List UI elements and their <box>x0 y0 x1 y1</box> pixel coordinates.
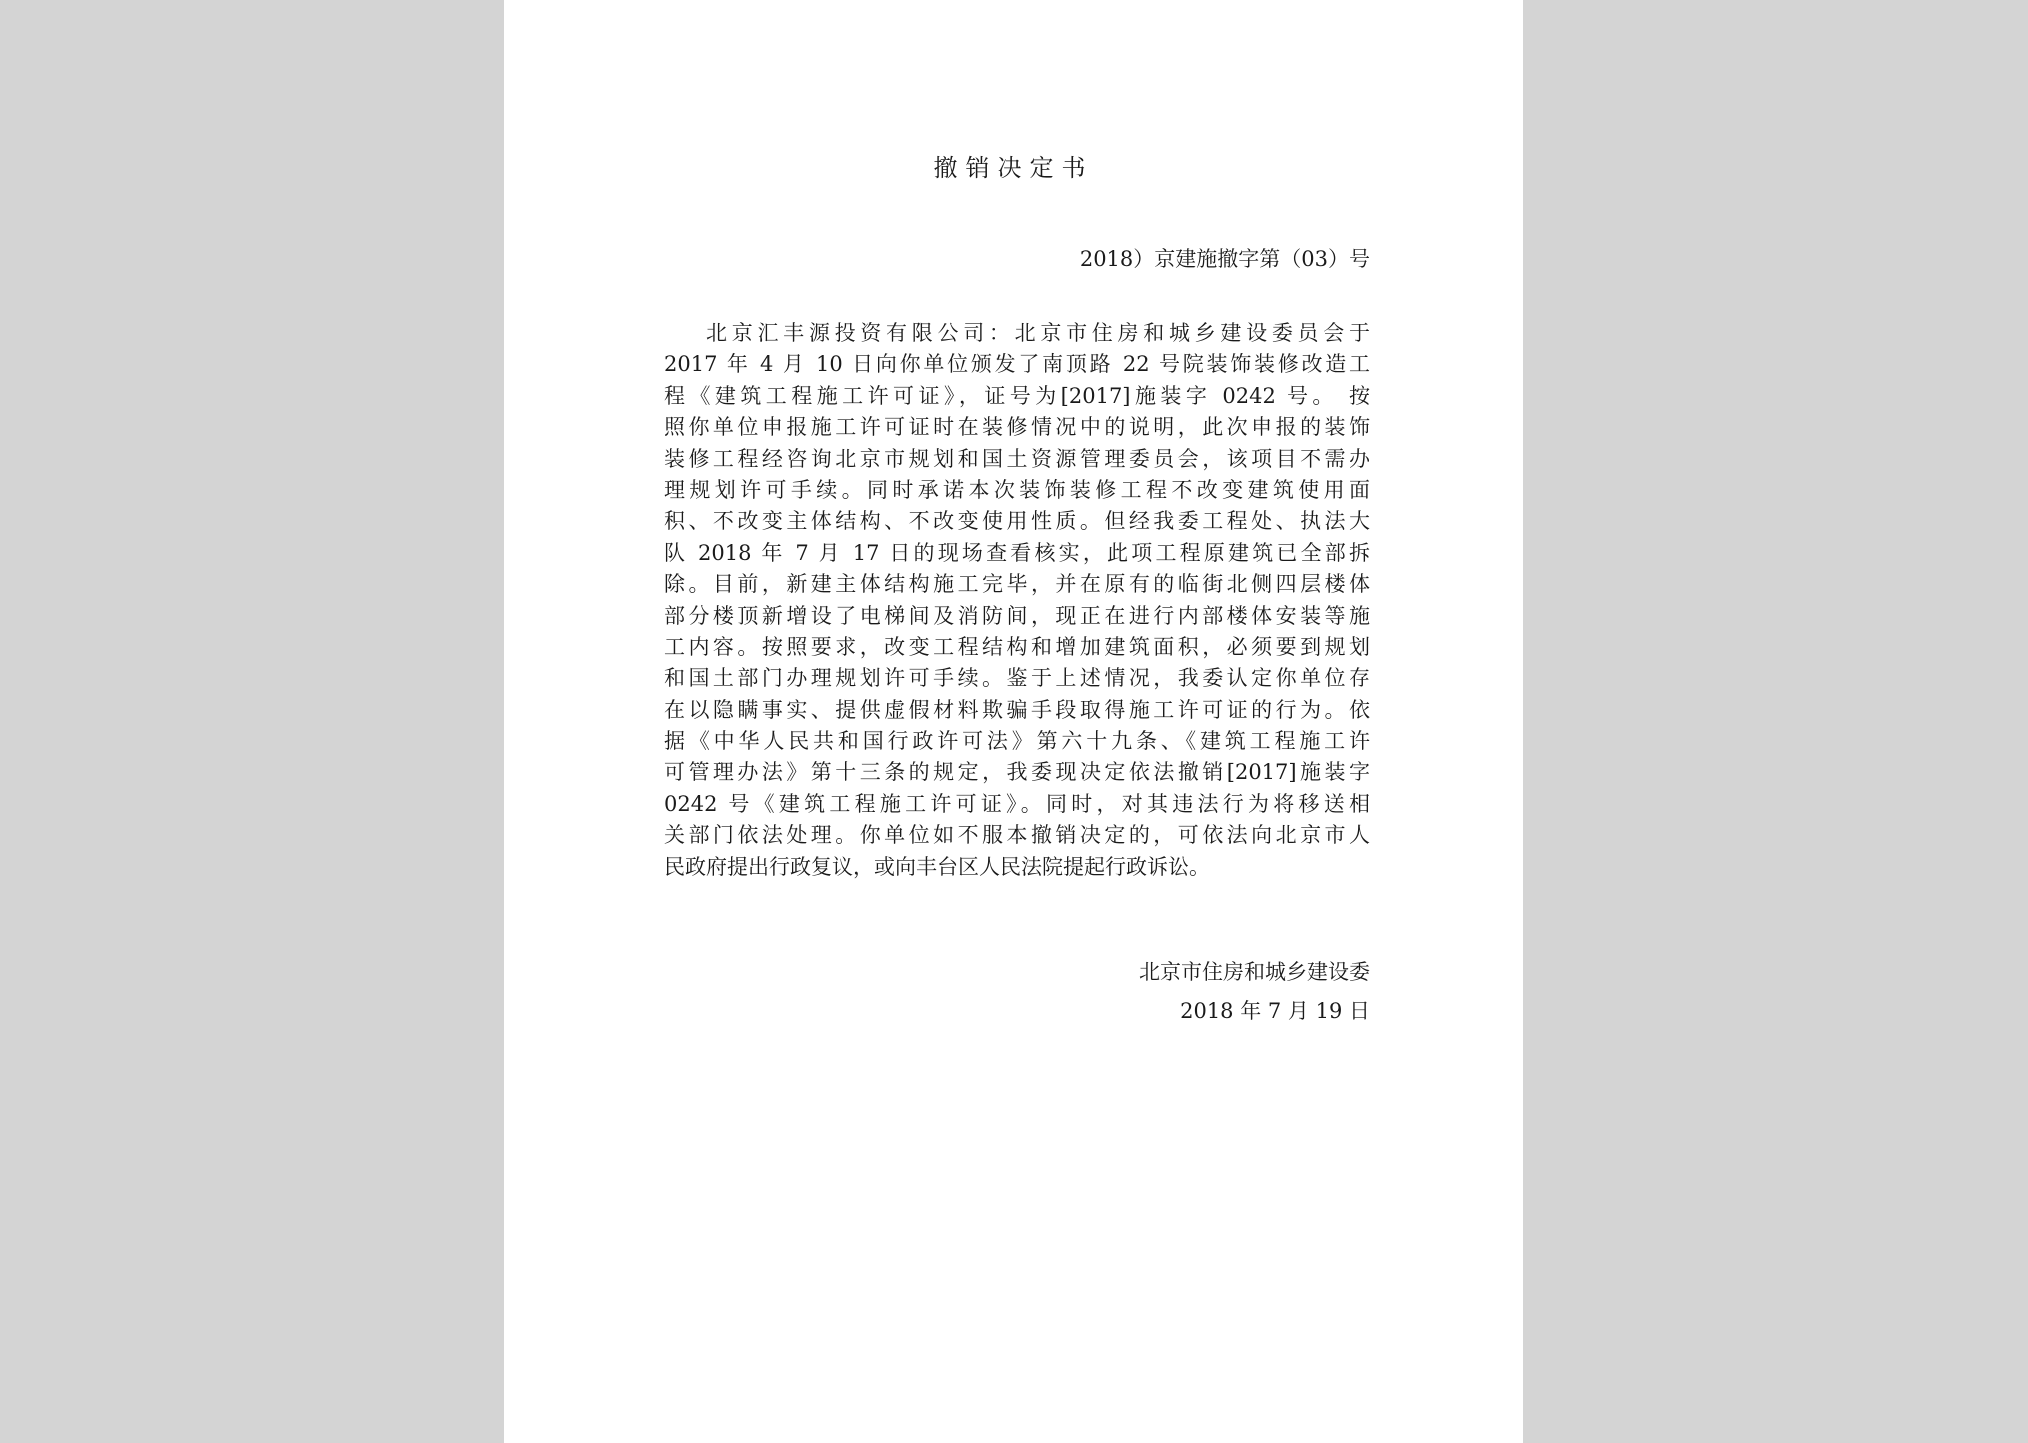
body-line: 2017 年 4 月 10 日向你单位颁发了南顶路 22 号院装饰装修改造工 <box>664 352 1370 377</box>
body-line: 在以隐瞒事实、提供虚假材料欺骗手段取得施工许可证的行为。依 <box>664 697 1370 722</box>
body-line: 照你单位申报施工许可证时在装修情况中的说明，此次申报的装饰 <box>664 415 1370 440</box>
body-line: 北京汇丰源投资有限公司：北京市住房和城乡建设委员会于 <box>706 321 1370 345</box>
body-line: 工内容。按照要求，改变工程结构和增加建筑面积，必须要到规划 <box>664 634 1370 659</box>
document-date: 2018 年 7 月 19 日 <box>1180 999 1370 1023</box>
body-line: 程《建筑工程施工许可证》，证号为[2017]施装字 0242 号。 按 <box>664 383 1370 408</box>
document-number: 2018）京建施撤字第（03）号 <box>1079 247 1370 271</box>
body-line: 关部门依法处理。你单位如不服本撤销决定的，可依法向北京市人 <box>664 823 1370 848</box>
document-title: 撤销决定书 <box>933 154 1094 182</box>
body-line: 部分楼顶新增设了电梯间及消防间，现正在进行内部楼体安装等施 <box>664 603 1370 628</box>
body-line: 除。目前，新建主体结构施工完毕，并在原有的临街北侧四层楼体 <box>664 572 1370 597</box>
document-issuer: 北京市住房和城乡建设委 <box>1139 960 1370 984</box>
body-line: 和国土部门办理规划许可手续。鉴于上述情况，我委认定你单位存 <box>664 666 1370 691</box>
body-line: 装修工程经咨询北京市规划和国土资源管理委员会，该项目不需办 <box>664 446 1370 471</box>
body-line: 民政府提出行政复议，或向丰台区人民法院提起行政诉讼。 <box>664 854 1210 879</box>
body-line: 可管理办法》第十三条的规定，我委现决定依法撤销[2017]施装字 <box>664 760 1370 785</box>
document-body <box>664 318 1370 883</box>
body-line: 理规划许可手续。同时承诺本次装饰装修工程不改变建筑使用面 <box>664 477 1370 502</box>
document-page <box>504 0 1523 1443</box>
body-line: 0242 号《建筑工程施工许可证》。同时，对其违法行为将移送相 <box>664 791 1370 816</box>
body-line: 据《中华人民共和国行政许可法》第六十九条、《建筑工程施工许 <box>664 729 1370 754</box>
body-line: 积、不改变主体结构、不改变使用性质。但经我委工程处、执法大 <box>664 509 1370 534</box>
body-line: 队 2018 年 7 月 17 日的现场查看核实，此项工程原建筑已全部拆 <box>664 540 1370 565</box>
